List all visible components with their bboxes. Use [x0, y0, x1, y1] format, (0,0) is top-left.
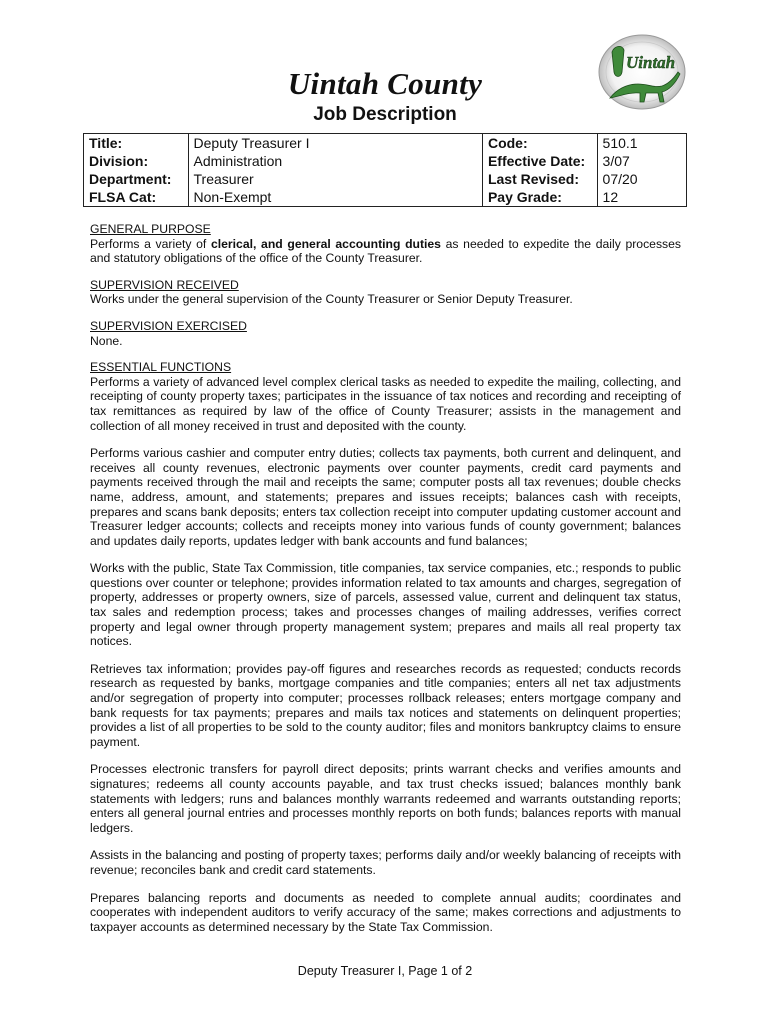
general-purpose-text: [90, 237, 681, 266]
info-values-left: [188, 134, 482, 207]
county-title: Uintah County: [287, 66, 483, 101]
code-value: 510.1: [602, 135, 638, 151]
info-labels-left: [84, 134, 189, 207]
paragraph: Assists in the balancing and posting of property taxes; performs daily and/or weekly balancing of receipts with revenue; reconciles bank and credit card statements.: [90, 848, 681, 877]
text-bold-segment: clerical, and general accounting duties: [210, 236, 441, 251]
pay-grade-value: 12: [602, 189, 619, 205]
flsa-value: Non-Exempt: [193, 189, 272, 205]
last-revised-label: Last Revised:: [487, 171, 580, 187]
last-revised-value: 07/20: [602, 171, 638, 187]
text-segment: as needed to expedite the daily processes and statutory obligations of the office of the County Treasurer.: [90, 236, 681, 266]
division-value: Administration: [193, 153, 283, 169]
code-label: Code:: [487, 135, 528, 151]
paragraph: Prepares balancing reports and documents as needed to complete annual audits; coordinates and cooperates with independent auditors to verify accuracy of the same; makes corrections and adjustments to taxpayer accounts as determined necessary by the State Tax Commission.: [90, 890, 681, 934]
department-value: Treasurer: [193, 171, 254, 187]
paragraph: Performs various cashier and computer entry duties; collects tax payments, both current and delinquent, and receives all county revenues, electronic payments over counter payments, credit card payments and payments received through the mail and receipts the same; computer posts all tax revenues; double checks name, address, amount, and statements; prepares and issues receipts; balances cash with receipts, prepares and scans bank deposits; enters tax collection receipt into computer updating customer account and Treasurer ledger accounts; collects and receipts money into various funds of county government; balances and updates daily reports, updates ledger with bank accounts and fund balances;: [90, 446, 681, 548]
supervision-received-text: Works under the general supervision of the County Treasurer or Senior Deputy Treasurer.: [90, 292, 573, 307]
pay-grade-label: Pay Grade:: [487, 189, 562, 205]
supervision-received-section: [90, 278, 681, 307]
paragraph: Works with the public, State Tax Commission, title companies, tax service companies, etc.; responds to public questions over counter or telephone; provides information related to tax amounts and charges, segregation of property, addresses or property owners, size of parcels, assessed value, current and delinquent tax status, tax sales and redemption process; takes and processes changes of mailing addresses, verifies correct property and legal owner through property management system; prepares and mails all real property tax notices.: [90, 561, 681, 649]
effective-date-label: Effective Date:: [487, 153, 586, 169]
general-purpose-section: [90, 222, 681, 266]
job-info-table: [83, 133, 687, 207]
title-label: Title:: [89, 135, 123, 151]
document-subtitle: Job Description: [313, 104, 457, 125]
section-heading: ESSENTIAL FUNCTIONS: [90, 360, 232, 375]
text-segment: Performs a variety of: [90, 236, 211, 251]
effective-date-value: 3/07: [602, 153, 630, 169]
paragraph: Processes electronic transfers for payroll direct deposits; prints warrant checks and verifies amounts and signatures; redeems all county accounts payable, and tax trust checks issued; balances monthly bank statements with ledgers; runs and balances monthly warrants redeemed and warrants outstanding reports; enters all general journal entries and processes monthly reports on both funds; balances reports with manual ledgers.: [90, 762, 681, 835]
supervision-exercised-section: [90, 319, 681, 348]
info-labels-right: [482, 134, 597, 207]
page-footer: Deputy Treasurer I, Page 1 of 2: [297, 964, 473, 978]
supervision-exercised-text: None.: [90, 333, 123, 348]
flsa-label: FLSA Cat:: [89, 189, 157, 205]
logo-text: Uintah: [626, 53, 676, 72]
essential-functions-section: [90, 360, 681, 433]
section-heading: SUPERVISION EXERCISED: [90, 318, 247, 333]
division-label: Division:: [89, 153, 149, 169]
info-values-right: [597, 134, 686, 207]
title-value: Deputy Treasurer I: [193, 135, 310, 151]
paragraph: Retrieves tax information; provides pay-off figures and researches records as requested; conducts records research as requested by banks, mortgage companies and title companies; enters all net tax adjustments and/or segregation of property into computer; processes rollback releases; enters mortgage company and bank requests for tax payments; prepares and mails tax notices and statements on delinquent properties; provides a list of all properties to be sold to the county auditor; files and monitors bankruptcy claims to ensure payment.: [90, 661, 681, 749]
section-heading: SUPERVISION RECEIVED: [90, 277, 239, 292]
section-heading: GENERAL PURPOSE: [90, 222, 211, 236]
paragraph: Performs a variety of advanced level complex clerical tasks as needed to expedite the mailing, collecting, and receipting of county property taxes; participates in the issuance of tax notices and recording and receipting of tax remittances as required by law of the office of County Treasurer; assists in the management and collection of all money received in trust and deposited with the county.: [90, 374, 681, 433]
document-body: [90, 222, 681, 947]
department-label: Department:: [89, 171, 172, 187]
